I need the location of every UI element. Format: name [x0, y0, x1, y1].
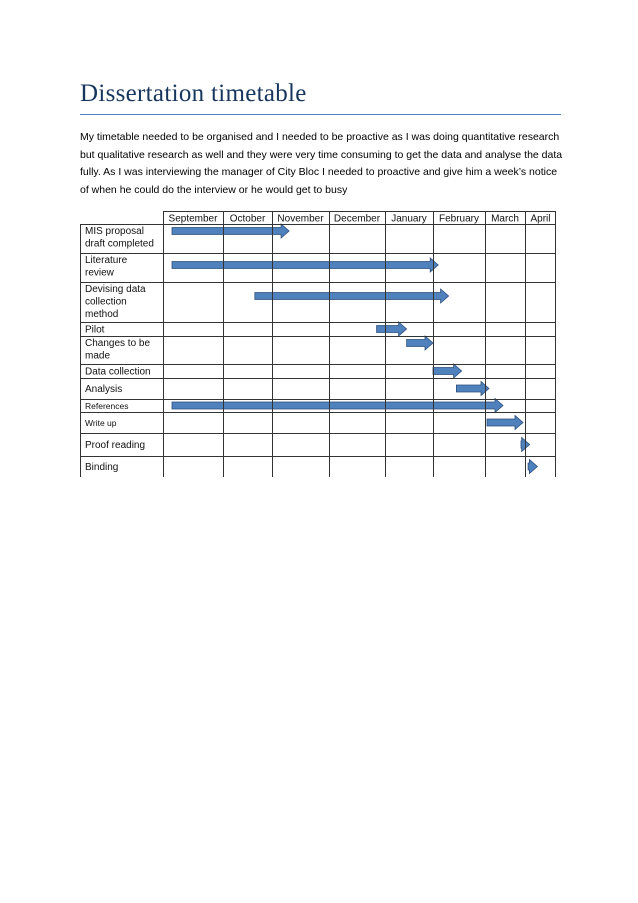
task-label-changes-to-be-made: made: [85, 350, 111, 362]
month-label-november: November: [277, 213, 324, 225]
intro-paragraph: My timetable needed to be organised and I needed to be proactive as I was doing quantitative research but qualitative research as well and they were very time consuming to get the data and analyse the data fully. As I was interviewing the manager of City Bloc I needed to proactive and give him a week’s notice of when he could do the interview or he would get to busy: [80, 131, 563, 196]
month-label-april: April: [530, 213, 551, 225]
gantt-arrow-changes-to-be-made: [407, 336, 433, 350]
month-label-december: December: [333, 213, 381, 225]
page-title: Dissertation timetable: [80, 80, 307, 107]
gantt-chart: [80, 211, 556, 477]
title-underline: [80, 114, 561, 115]
task-label-pilot: Pilot: [85, 324, 105, 336]
gantt-arrow-write-up: [487, 416, 523, 430]
task-label-binding: Binding: [85, 462, 119, 473]
task-label-changes-to-be-made: Changes to be: [85, 338, 151, 349]
gantt-arrow-binding: [528, 460, 537, 474]
gantt-arrow-data-collection: [433, 364, 462, 378]
task-label-mis-proposal-draft-completed: MIS proposal: [85, 226, 144, 237]
gantt-arrow-references: [172, 399, 503, 413]
month-label-september: September: [168, 213, 218, 225]
task-label-literature-review: review: [85, 267, 114, 279]
task-label-devising-data-collection-method: method: [85, 309, 119, 320]
month-label-march: March: [491, 213, 519, 225]
gantt-arrow-literature-review: [172, 258, 438, 272]
task-label-devising-data-collection-method: collection: [85, 296, 127, 308]
gantt-arrow-analysis: [456, 382, 489, 396]
task-label-proof-reading: Proof reading: [85, 440, 146, 451]
task-label-references: References: [85, 401, 129, 411]
month-label-february: February: [438, 213, 480, 225]
gantt-arrow-pilot: [377, 322, 407, 336]
task-label-analysis: Analysis: [85, 384, 123, 395]
task-label-devising-data-collection-method: Devising data: [85, 284, 146, 295]
task-label-mis-proposal-draft-completed: draft completed: [85, 238, 154, 250]
month-label-october: October: [229, 213, 266, 225]
task-label-literature-review: Literature: [85, 255, 128, 266]
gantt-arrow-devising-data-collection-method: [255, 289, 449, 303]
task-label-data-collection: Data collection: [85, 366, 151, 378]
gantt-arrow-mis-proposal-draft-completed: [172, 224, 289, 238]
gantt-svg: [80, 211, 556, 477]
month-label-january: January: [391, 213, 427, 225]
task-label-write-up: Write up: [85, 418, 117, 428]
